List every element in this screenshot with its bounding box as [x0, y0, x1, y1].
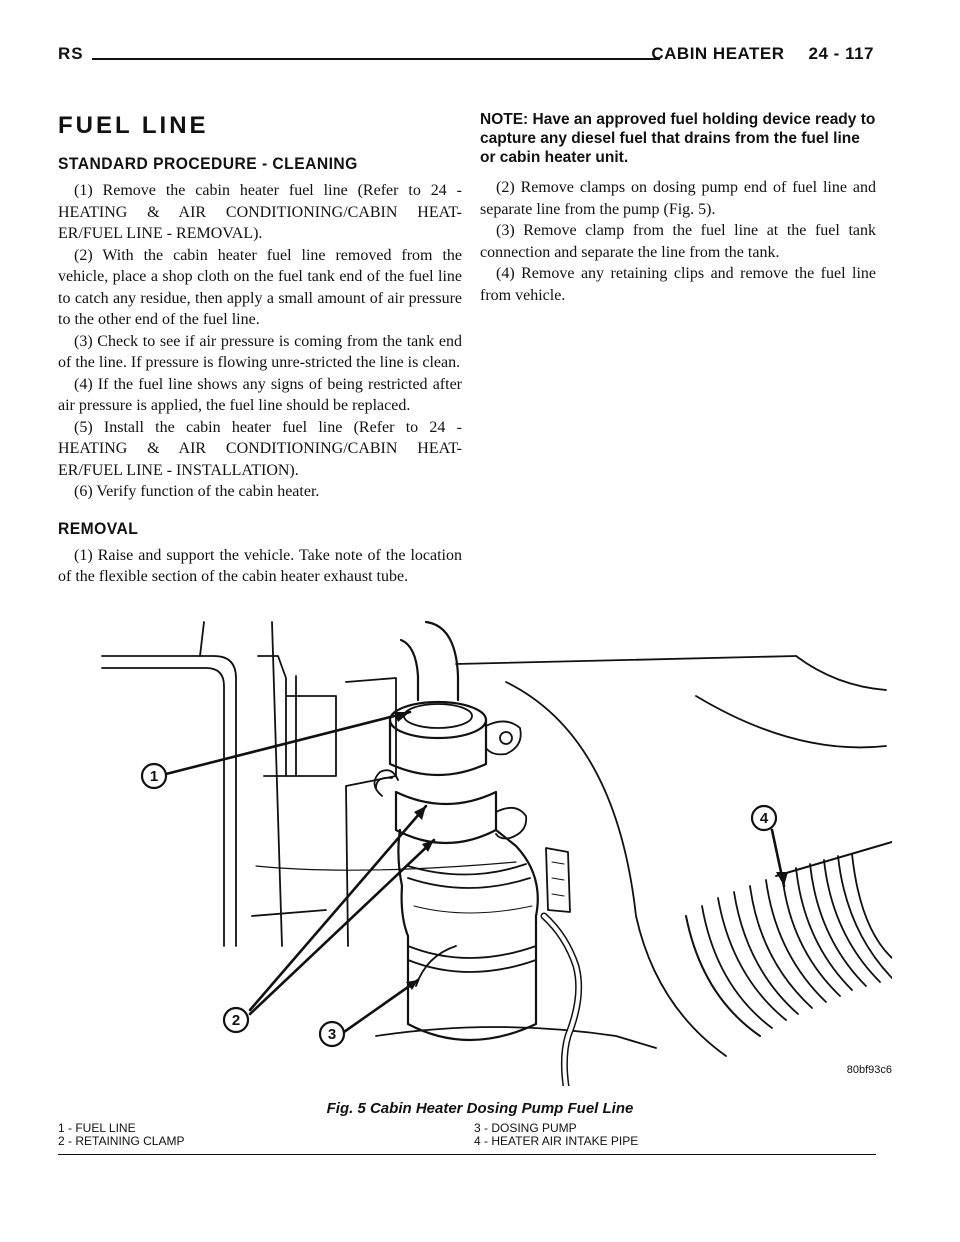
section-title: CABIN HEATER — [651, 44, 785, 63]
removal-heading: REMOVAL — [58, 518, 139, 538]
dosing-pump-illustration — [96, 616, 892, 1086]
removal-step: (2) Remove clamps on dosing pump end of fuel line and separate line from the pump (Fig. 5). — [480, 179, 876, 218]
cleaning-step: (6) Verify function of the cabin heater. — [74, 483, 320, 500]
legend-rule — [58, 1154, 876, 1155]
legend-item-retaining-clamp: 2 - RETAINING CLAMP — [58, 1134, 185, 1148]
upper-retaining-clamp — [390, 702, 486, 738]
right-column — [480, 110, 876, 306]
figure-caption: Fig. 5 Cabin Heater Dosing Pump Fuel Line — [326, 1100, 634, 1117]
wiring-harness — [544, 916, 579, 1086]
page-title: FUEL LINE — [58, 112, 209, 139]
cleaning-step: (2) With the cabin heater fuel line removed from the vehicle, place a shop cloth on the fuel tank end of the fuel line to catch any residue, then apply a small amount of air pressure to the other end of the fuel line. — [58, 246, 462, 328]
legend-item-fuel-line: 1 - FUEL LINE — [58, 1121, 136, 1135]
removal-step: (3) Remove clamp from the fuel line at the fuel tank connection and separate the line from the tank. — [480, 222, 876, 261]
dosing-pump-body — [398, 830, 537, 1040]
callout-1-label: 1 — [149, 768, 159, 785]
cleaning-step: (5) Install the cabin heater fuel line (Refer to 24 - HEATING & AIR CONDITIONING/CABIN HEAT-ER/FUEL LINE - INSTALLATION). — [58, 418, 462, 479]
removal-step: (1) Raise and support the vehicle. Take note of the location of the flexible section of the cabin heater exhaust tube. — [58, 546, 462, 585]
vehicle-frame-line — [102, 656, 236, 946]
legend-item-air-intake-pipe: 4 - HEATER AIR INTAKE PIPE — [474, 1134, 639, 1148]
cleaning-step: (3) Check to see if air pressure is coming from the tank end of the line. If pressure is flowing unre-stricted the line is clean. — [58, 332, 462, 371]
fuel-line-hose — [426, 622, 458, 700]
removal-step: (4) Remove any retaining clips and remove the fuel line from vehicle. — [480, 265, 876, 304]
callout-3-label: 3 — [327, 1026, 337, 1043]
legend-item-dosing-pump: 3 - DOSING PUMP — [474, 1121, 577, 1135]
lower-retaining-clamp — [396, 792, 496, 843]
heater-air-intake-pipe — [686, 842, 892, 1036]
callout-2-label: 2 — [231, 1012, 241, 1029]
cleaning-heading: STANDARD PROCEDURE - CLEANING — [58, 154, 358, 173]
cleaning-step: (4) If the fuel line shows any signs of being restricted after air pressure is applied, the fuel line should be replaced. — [58, 375, 462, 414]
callout-4-label: 4 — [759, 810, 769, 827]
figure-id: 80bf93c6 — [846, 1064, 892, 1076]
callout-leaders — [166, 712, 784, 1032]
arrowhead-4 — [776, 872, 788, 886]
leader-1 — [166, 712, 410, 774]
section-code: RS — [58, 44, 84, 63]
leader-2a — [250, 806, 426, 1010]
warning-note: NOTE: Have an approved fuel holding device ready to capture any diesel fuel that drains from the fuel line or cabin heater unit. — [480, 111, 876, 166]
running-header — [651, 44, 874, 64]
header-rule — [92, 58, 660, 60]
cleaning-step: (1) Remove the cabin heater fuel line (Refer to 24 - HEATING & AIR CONDITIONING/CABIN HEAT-ER/FUEL LINE - REMOVAL). — [58, 182, 462, 242]
left-column — [58, 108, 462, 588]
page-number: 24 - 117 — [808, 44, 874, 63]
